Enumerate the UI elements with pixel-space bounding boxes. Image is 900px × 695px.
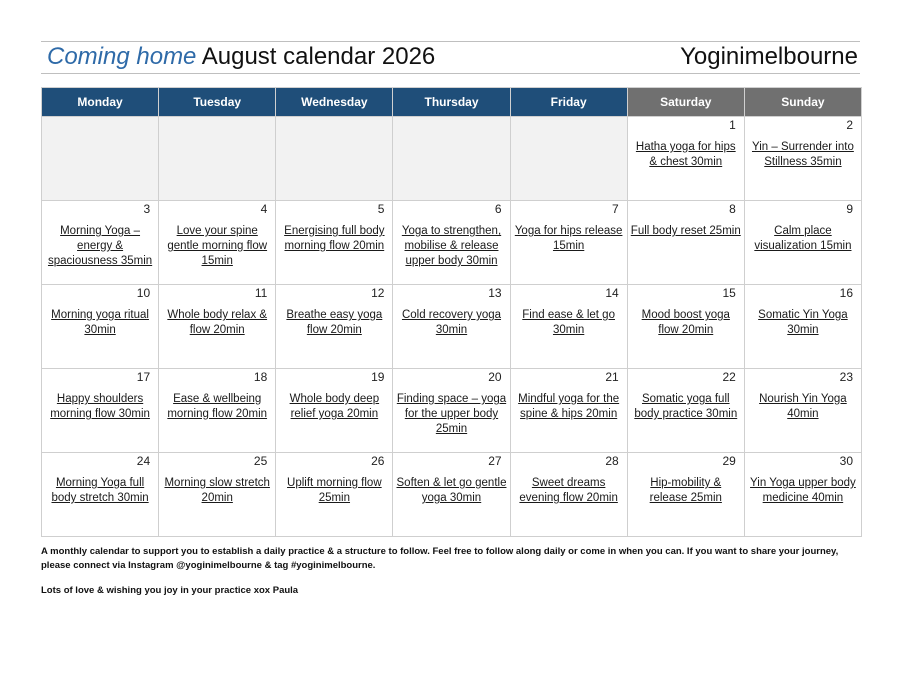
day-cell — [276, 369, 393, 453]
class-link[interactable]: Breathe easy yoga flow 20min — [286, 309, 383, 336]
day-cell — [510, 201, 627, 285]
day-cell — [42, 201, 159, 285]
day-cell — [510, 453, 627, 537]
day-number: 7 — [612, 202, 619, 216]
header-saturday: Saturday — [627, 88, 744, 117]
header-friday: Friday — [510, 88, 627, 117]
class-link[interactable]: Sweet dreams evening flow 20min — [519, 477, 618, 504]
class-link[interactable]: Hatha yoga for hips & chest 30min — [635, 141, 736, 168]
class-link[interactable]: Happy shoulders morning flow 30min — [50, 393, 150, 420]
day-number: 10 — [136, 286, 151, 300]
class-link[interactable]: Finding space – yoga for the upper body 25min — [396, 393, 507, 435]
day-cell — [276, 285, 393, 369]
footer-intro: A monthly calendar to support you to establish a daily practice & a structure to follow. Feel free to follow along daily or come in when you can. If you want to share your journey, please connect via Instagram @yoginimelbourne & tag #yoginimelbourne. — [41, 546, 839, 571]
day-number: 28 — [605, 454, 619, 468]
week-row-2 — [42, 201, 862, 285]
day-number: 29 — [722, 454, 736, 468]
day-number: 27 — [488, 454, 502, 468]
day-cell — [627, 453, 744, 537]
day-number: 4 — [260, 202, 268, 216]
day-cell — [744, 117, 861, 201]
footer-notes — [41, 545, 861, 609]
day-cell — [744, 369, 861, 453]
class-link[interactable]: Morning yoga ritual 30min — [51, 309, 149, 336]
class-link[interactable]: Uplift morning flow 25min — [287, 477, 382, 504]
day-cell — [627, 285, 744, 369]
day-number: 25 — [253, 454, 268, 468]
day-number: 13 — [488, 286, 502, 300]
class-link[interactable]: Yin Yoga upper body medicine 40min — [750, 477, 856, 504]
class-link[interactable]: Energising full body morning flow 20min — [284, 225, 385, 252]
day-number: 15 — [722, 286, 736, 300]
day-cell — [159, 453, 276, 537]
class-link[interactable]: Yoga to strengthen, mobilise & release upper body 30min — [401, 225, 502, 267]
class-link[interactable]: Mood boost yoga flow 20min — [641, 309, 730, 336]
title-rest: August calendar 2026 — [201, 43, 436, 70]
class-link[interactable]: Yin – Surrender into Stillness 35min — [751, 141, 854, 168]
class-link[interactable]: Morning Yoga – energy & spaciousness 35min — [47, 225, 153, 267]
day-cell — [627, 201, 744, 285]
day-number: 12 — [371, 286, 385, 300]
day-number: 1 — [729, 118, 736, 132]
day-number: 19 — [371, 370, 385, 384]
page-title — [47, 43, 435, 71]
day-cell — [744, 453, 861, 537]
day-number: 17 — [136, 370, 151, 384]
brand-name: Yoginimelbourne — [680, 43, 858, 70]
class-link[interactable]: Nourish Yin Yoga 40min — [759, 393, 847, 420]
empty-day-cell — [510, 117, 627, 201]
day-number: 22 — [722, 370, 736, 384]
day-number: 8 — [729, 202, 736, 216]
day-number: 6 — [494, 202, 502, 216]
day-cell — [42, 453, 159, 537]
day-number: 26 — [371, 454, 385, 468]
day-cell — [393, 285, 510, 369]
day-cell — [159, 285, 276, 369]
class-link[interactable]: Cold recovery yoga 30min — [401, 309, 502, 336]
day-cell — [276, 201, 393, 285]
weekday-header-row — [42, 88, 862, 117]
day-cell — [42, 285, 159, 369]
week-row-5 — [42, 453, 862, 537]
day-number: 14 — [605, 286, 619, 300]
class-link[interactable]: Morning slow stretch 20min — [164, 477, 270, 504]
class-link[interactable]: Calm place visualization 15min — [754, 225, 852, 252]
day-cell — [627, 117, 744, 201]
class-link[interactable]: Somatic yoga full body practice 30min — [634, 393, 738, 420]
class-link[interactable]: Full body reset 25min — [630, 225, 741, 237]
header-tuesday: Tuesday — [159, 88, 276, 117]
day-number: 18 — [253, 370, 268, 384]
day-cell — [393, 201, 510, 285]
header-thursday: Thursday — [393, 88, 510, 117]
class-link[interactable]: Morning Yoga full body stretch 30min — [51, 477, 149, 504]
class-link[interactable]: Somatic Yin Yoga 30min — [758, 309, 848, 336]
day-cell — [393, 369, 510, 453]
day-number: 20 — [488, 370, 502, 384]
class-link[interactable]: Mindful yoga for the spine & hips 20min — [518, 393, 620, 420]
day-number: 11 — [254, 286, 268, 300]
day-number: 23 — [839, 370, 853, 384]
week-row-3 — [42, 285, 862, 369]
class-link[interactable]: Soften & let go gentle yoga 30min — [396, 477, 507, 504]
day-number: 3 — [143, 202, 151, 216]
class-link[interactable]: Hip-mobility & release 25min — [649, 477, 722, 504]
day-number: 21 — [605, 370, 619, 384]
day-cell — [159, 369, 276, 453]
day-cell — [510, 285, 627, 369]
class-link[interactable]: Love your spine gentle morning flow 15min — [167, 225, 268, 267]
class-link[interactable]: Ease & wellbeing morning flow 20min — [167, 393, 268, 420]
header-monday: Monday — [42, 88, 159, 117]
class-link[interactable]: Yoga for hips release 15min — [514, 225, 623, 252]
day-number: 5 — [377, 202, 385, 216]
header-sunday: Sunday — [744, 88, 861, 117]
header-wednesday: Wednesday — [276, 88, 393, 117]
class-link[interactable]: Whole body deep relief yoga 20min — [289, 393, 380, 420]
day-cell — [42, 369, 159, 453]
footer-signoff: Lots of love & wishing you joy in your practice xox Paula — [41, 585, 299, 596]
calendar-grid — [41, 87, 862, 537]
day-number: 16 — [839, 286, 853, 300]
day-cell — [744, 285, 861, 369]
class-link[interactable]: Whole body relax & flow 20min — [167, 309, 268, 336]
class-link[interactable]: Find ease & let go 30min — [522, 309, 615, 336]
day-cell — [627, 369, 744, 453]
day-number: 30 — [839, 454, 853, 468]
week-row-1 — [42, 117, 862, 201]
empty-day-cell — [42, 117, 159, 201]
empty-day-cell — [276, 117, 393, 201]
page-header — [41, 41, 860, 74]
day-cell — [510, 369, 627, 453]
day-cell — [744, 201, 861, 285]
day-number: 2 — [846, 118, 853, 132]
day-number: 24 — [136, 454, 151, 468]
title-accent: Coming home — [47, 43, 197, 70]
day-number: 9 — [846, 202, 853, 216]
day-cell — [159, 201, 276, 285]
week-row-4 — [42, 369, 862, 453]
empty-day-cell — [393, 117, 510, 201]
day-cell — [276, 453, 393, 537]
empty-day-cell — [159, 117, 276, 201]
day-cell — [393, 453, 510, 537]
